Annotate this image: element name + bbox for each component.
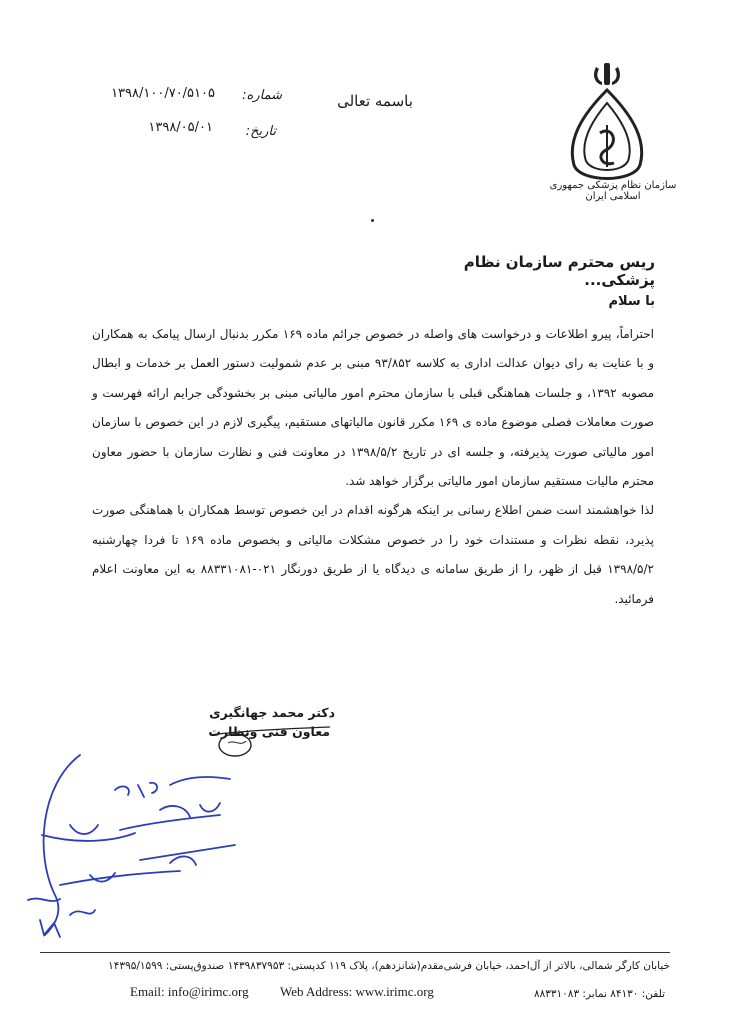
footer-email[interactable]: Email: info@irimc.org [130, 984, 249, 999]
date-label: تاریخ: [245, 124, 276, 139]
number-value: ۱۳۹۸/۱۰۰/۷۰/۵۱۰۵ [111, 86, 215, 101]
footer-divider [40, 952, 670, 953]
recipient-line: ریس محترم سازمان نظام پزشکی... [463, 253, 655, 289]
logo-caption: سازمان نظام پزشکی جمهوری اسلامی ایران [549, 180, 677, 202]
number-label: شماره: [242, 88, 282, 103]
date-value: ۱۳۹۸/۰۵/۰۱ [148, 120, 213, 135]
footer-web-address[interactable]: Web Address: www.irimc.org [280, 984, 434, 999]
bismillah-heading: باسمه تعالی [337, 92, 413, 110]
handwritten-note-icon [20, 745, 260, 945]
signer-name: دکتر محمد جهانگیری [209, 705, 335, 720]
signer-title: معاون فنی ونظارت [208, 724, 330, 739]
body-paragraph: احتراماً، پیرو اطلاعات و درخواست های واصله در خصوص جرائم ماده ۱۶۹ مکرر بدنبال ارسال پیامک به همکاران و با عنایت به رای دیوان عدالت اداری به کلاسه ۹۳/۸۵۲ مبنی بر عدم شمولیت دستور العمل بر خدمات و ابطال مصوبه ۱۳۹۲، و جلسات هماهنگی قبلی با سازمان محترم امور مالیاتی مبنی بر بخشودگی جرایم ارائه فهرست و صورت معاملات فصلی موضوع ماده ی ۱۶۹ مکرر قانون مالیاتهای مستقیم، پیگیری لازم در این خصوص با سازمان امور مالیاتی صورت پذیرفته، و جلسه ای در تاریخ ۱۳۹۸/۵/۲ در معاونت فنی و نظارت سازمان با حضور معاون محترم مالیات مستقیم سازمان امور مالیاتی برگزار خواهد شد. [92, 327, 654, 489]
medical-council-emblem-icon [562, 55, 652, 195]
footer-phone: تلفن: ۸۴۱۳۰ نمابر: ۸۸۳۳۱۰۸۳ [533, 988, 665, 1000]
letter-body [92, 320, 654, 614]
stray-dot [371, 219, 374, 222]
footer-address: خیابان کارگر شمالی، بالاتر از آل‌احمد، خیابان فرشی‌مقدم(شانزدهم)، پلاک ۱۱۹ کدپستی: ۱۴۳۹۸۳۷۹۵۳ صندوق‌پستی: ۱۴۳۹۵/۱۵۹۹ [108, 960, 670, 972]
greeting: با سلام [608, 294, 655, 309]
body-paragraph: لذا خواهشمند است ضمن اطلاع رسانی بر اینکه هرگونه اقدام در این خصوص توسط همکاران با هماهنگی صورت پذیرد، نقطه نظرات و مستندات خود را در خصوص مشکلات مالیاتی و بخصوص ماده ۱۶۹ تا فردا چهارشنبه ۱۳۹۸/۵/۲ قبل از ظهر، را از طریق سامانه ی دیدگاه یا از طریق دورنگار ۰۲۱-۸۸۳۳۱۰۸۱ به این معاونت اعلام فرمائید. [92, 503, 654, 606]
